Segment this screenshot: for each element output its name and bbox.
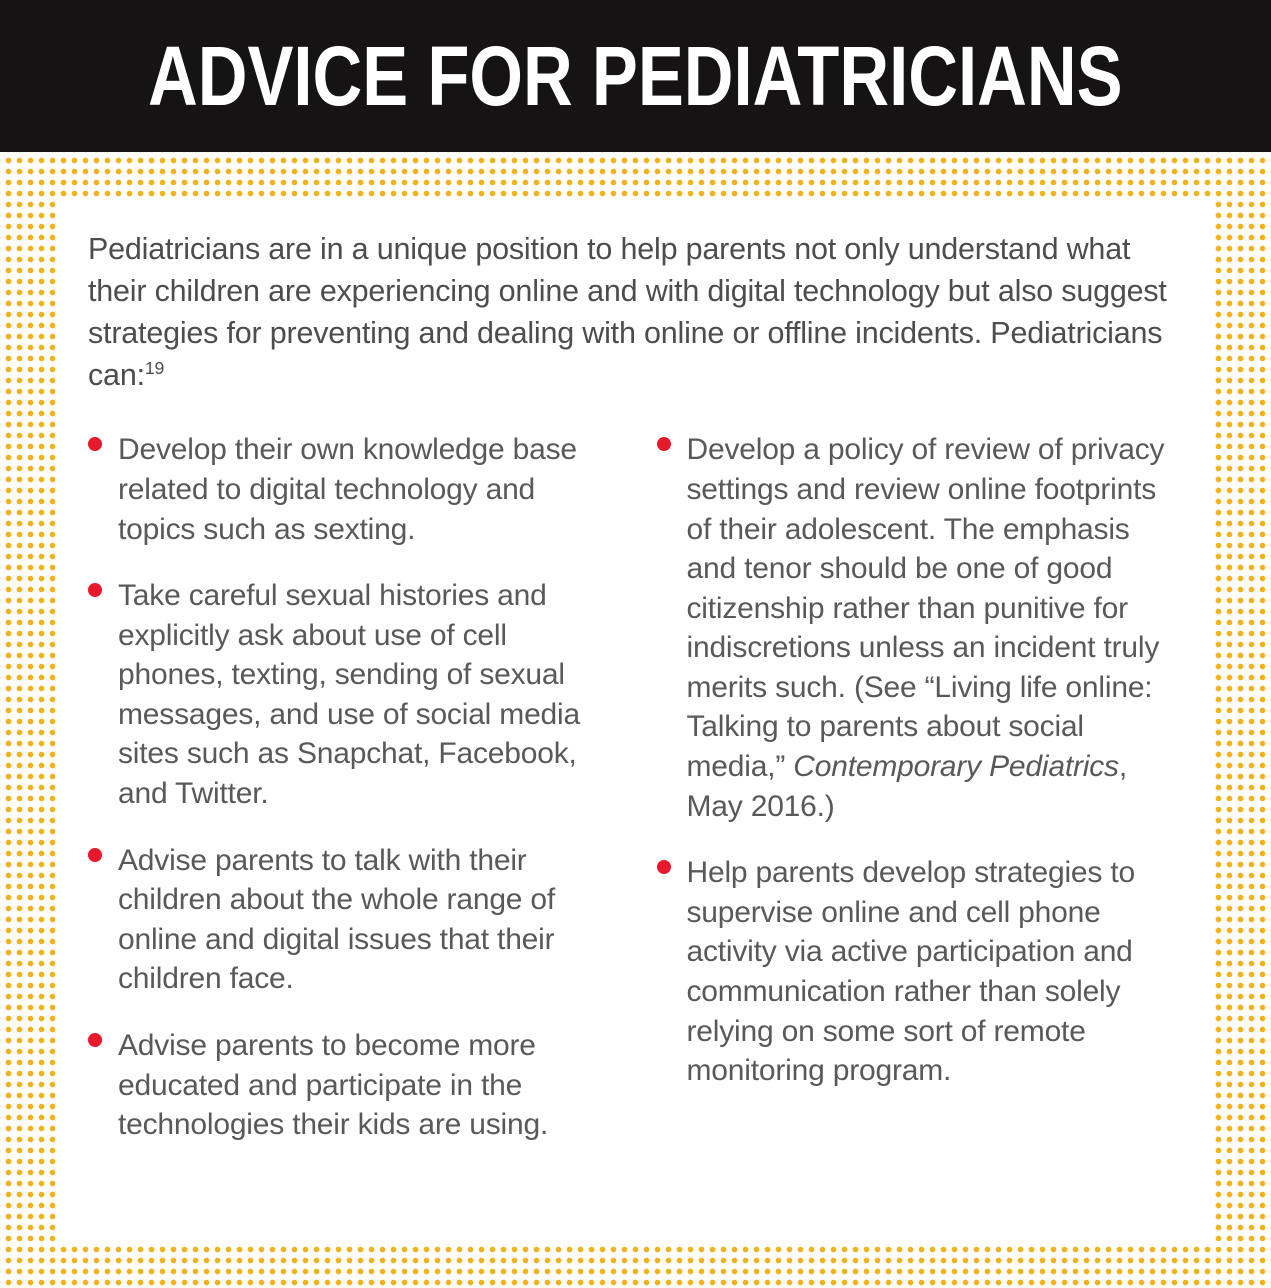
bullet-icon [88,437,102,451]
text-segment: Develop their own knowledge base related to digital technology and topics such as sexting. [118,433,577,546]
left-column [88,430,615,1172]
list-item-text [687,430,1184,826]
list-item [88,430,615,549]
bullet-list-right [657,430,1184,1091]
italic-text-segment: Contemporary Pediatrics [793,750,1119,784]
list-item [657,430,1184,826]
list-item [657,853,1184,1091]
content-panel [60,198,1211,1244]
bullet-list-left [88,430,615,1145]
two-column-layout [88,430,1183,1172]
intro-paragraph [88,228,1173,396]
list-item-text [118,1026,615,1145]
list-item-text [118,576,615,814]
list-item-text [687,853,1184,1091]
list-item [88,841,615,999]
page-title: ADVICE FOR PEDIATRICIANS [148,28,1123,123]
text-segment: Advise parents to talk with their children about the whole range of online and digital issues that their children face. [118,843,556,996]
bullet-icon [88,583,102,597]
right-column [657,430,1184,1172]
list-item [88,1026,615,1145]
header-bar [0,0,1271,152]
list-item-text [118,430,615,549]
bullet-icon [88,848,102,862]
text-segment: Help parents develop strategies to supervise online and cell phone activity via active participation and communication rather than solely relying on some sort of remote monitoring program. [686,856,1135,1088]
footnote-reference: 19 [144,358,165,379]
intro-text: Pediatricians are in a unique position to help parents not only understand what their children are experiencing online and with digital technology but also suggest strategies for preventing and dealing with online or offline incidents. Pediatricians can: [88,232,1167,393]
text-segment: , May 2016.) [686,750,1127,823]
list-item [88,576,615,814]
list-item-text [118,841,615,999]
bullet-icon [657,860,671,874]
bullet-icon [88,1033,102,1047]
text-segment: Develop a policy of review of privacy settings and review online footprints of their adolescent. The emphasis and tenor should be one of good citizenship rather than punitive for indiscretions unless an incident truly merits such. (See “Living life online: Talking to parents about social media,” [686,433,1165,784]
text-segment: Take careful sexual histories and explicitly ask about use of cell phones, texting, sending of sexual messages, and use of social media sites such as Snapchat, Facebook, and Twitter. [118,579,580,811]
text-segment: Advise parents to become more educated and participate in the technologies their kids are using. [118,1029,549,1142]
bullet-icon [657,437,671,451]
dotted-border-frame [0,152,1271,1288]
